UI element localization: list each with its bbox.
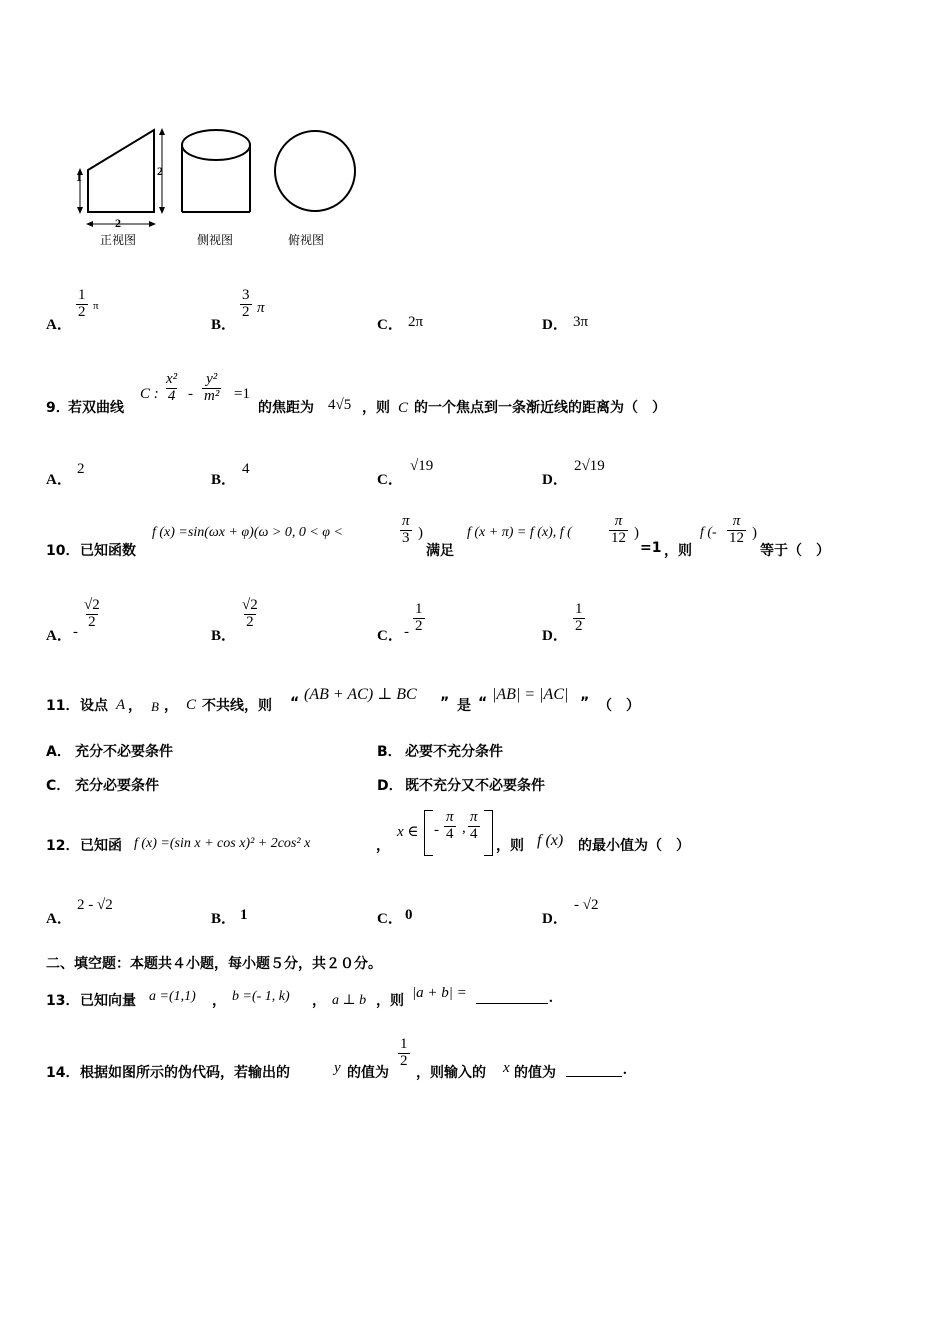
q12-number: 12． — [46, 838, 80, 854]
q11-option-a-label: A． — [46, 744, 71, 760]
q11-point-a: A — [116, 697, 126, 713]
q14-number: 14． — [46, 1065, 80, 1081]
q12-function: f (x) =(sin x + cos x)² + 2cos² x — [134, 836, 311, 851]
q11-condition-2: |AB| = |AC| — [492, 686, 569, 703]
q14-text-3: ，则输入的 — [416, 1065, 486, 1081]
q10-ask: f (- — [700, 525, 717, 540]
q9-focal-length: 4√5 — [328, 397, 352, 413]
top-view-caption: 俯视图 — [288, 233, 325, 247]
side-view-caption: 侧视图 — [197, 233, 234, 247]
q9-x-fraction: $\frac{\text{x²}}{4}$ — [166, 371, 178, 404]
q9-eq: =1 — [234, 386, 250, 402]
q12-option-a-label: A． — [46, 911, 72, 927]
q8-option-d-label: D． — [542, 317, 568, 333]
q13-sep-2: ， — [312, 993, 326, 1009]
q10-close: ) — [418, 525, 423, 541]
section-2-heading: 二、填空题：本题共４小题，每小题５分，共２０分。 — [46, 956, 382, 972]
q10-text: 已知函数 — [80, 543, 136, 559]
q9-option-a-label: A． — [46, 472, 72, 488]
q9-option-b-label: B． — [211, 472, 237, 488]
q11-option-d-label: D． — [377, 778, 403, 794]
q10-option-a-label: A． — [46, 628, 72, 644]
q14-x: x — [503, 1060, 510, 1076]
q9-y-fraction: $\frac{\text{y²}}{\text{m²}}$ — [204, 371, 220, 404]
q12-option-b-label: B． — [211, 911, 237, 927]
q8-option-b-fraction: $\frac{3}{2}$ — [242, 287, 250, 320]
q13-end: . — [549, 990, 553, 1006]
dim-height-short: 1 — [76, 170, 82, 184]
q11-option-c-value: 充分必要条件 — [75, 778, 159, 794]
q11-sep-1: ， — [128, 698, 142, 714]
q12-text: 已知函 — [80, 838, 122, 854]
q11-sep-2: ， — [164, 698, 178, 714]
q11-option-c-label: C． — [46, 778, 71, 794]
q10-option-b-label: B． — [211, 628, 237, 644]
q10-text-2: 满足 — [426, 543, 454, 559]
q10-text-3: ，则 — [664, 543, 692, 559]
q13-magnitude: |a + b| = — [412, 985, 467, 1001]
q9-option-c-label: C． — [377, 472, 403, 488]
q10-ask-close: ) — [752, 525, 757, 541]
q10-condition: f (x + π) = f (x), f ( — [467, 525, 572, 540]
dim-height-tall: 2 — [157, 164, 163, 178]
q11-option-b-label: B． — [377, 744, 402, 760]
q12-option-c-value: 0 — [405, 907, 413, 923]
q10-option-d-fraction: $\frac{1}{2}$ — [575, 601, 583, 634]
q11-condition-1: (AB + AC) ⊥ BC — [304, 686, 417, 703]
q9-text-2: 的焦距为 — [258, 400, 314, 416]
dim-width: 2 — [115, 216, 121, 230]
q9-text-4: 的一个焦点到一条渐近线的距离为（ ） — [414, 400, 666, 416]
q12-option-b-value: 1 — [240, 907, 248, 923]
q12-sep: ， — [376, 838, 390, 854]
q10-number: 10． — [46, 543, 80, 559]
q11-text: 设点 — [80, 698, 108, 714]
q9-text: 若双曲线 — [68, 400, 124, 416]
q8-option-a-pi: π — [93, 300, 99, 312]
q9-option-c-value: √19 — [410, 458, 434, 474]
q14-text-4: 的值为 — [514, 1065, 556, 1081]
q9-text-3: ，则 — [362, 400, 390, 416]
q12-text-2: ，则 — [496, 838, 524, 854]
q10-function: f (x) =sin(ωx + φ)(ω > 0, 0 < φ < — [152, 525, 343, 540]
q9-option-d-value: 2√19 — [574, 458, 605, 474]
q11-option-b-value: 必要不充分条件 — [405, 744, 503, 760]
q12-left-bracket — [424, 810, 433, 856]
q13-answer-blank[interactable] — [476, 987, 548, 1004]
q13-text-2: ，则 — [376, 993, 404, 1009]
front-view-caption: 正视图 — [100, 233, 137, 247]
q10-neg-pi-over-12: $\frac{\pi}{12}$ — [729, 513, 744, 546]
q13-vector-a: a =(1,1) — [149, 989, 196, 1004]
q10-option-c-label: C． — [377, 628, 403, 644]
q12-text-3: 的最小值为（ ） — [578, 838, 690, 854]
q12-option-a-value: 2 - √2 — [77, 897, 113, 913]
q12-comma: , — [462, 820, 466, 836]
q10-pi-over-12: $\frac{\pi}{12}$ — [611, 513, 626, 546]
q10-option-d-label: D． — [542, 628, 568, 644]
q13-number: 13． — [46, 993, 80, 1009]
q10-option-a-sign: - — [73, 624, 78, 640]
q11-rquote-1: ” — [440, 695, 450, 711]
q8-option-c-value: 2π — [408, 314, 424, 330]
q8-option-a-label: A． — [46, 317, 72, 333]
q14-text-2: 的值为 — [347, 1065, 389, 1081]
q11-lquote-2: “ — [478, 695, 488, 711]
q11-option-a-value: 充分不必要条件 — [75, 744, 173, 760]
q14-text: 根据如图所示的伪代码，若输出的 — [80, 1065, 290, 1081]
q14-half: $\frac{1}{2}$ — [400, 1036, 408, 1069]
q9-c-label: C — [398, 400, 409, 416]
q10-cond-close: ) — [634, 525, 639, 541]
q13-vector-b: b =(- 1, k) — [232, 989, 290, 1004]
q12-option-d-value: - √2 — [574, 897, 599, 913]
q8-option-b-label: B． — [211, 317, 237, 333]
q12-domain-prefix: x ∈ — [397, 824, 419, 840]
q14-end: . — [623, 1062, 627, 1078]
q10-option-b-fraction: $\frac{√2}{2}$ — [242, 597, 258, 630]
q8-option-b-pi: π — [257, 300, 265, 316]
q9-option-b-value: 4 — [242, 461, 250, 477]
q10-eq: =1 — [640, 540, 662, 556]
q11-text-2: 不共线，则 — [202, 698, 272, 714]
q11-rquote-2: ” — [580, 695, 590, 711]
q10-option-c-sign: - — [404, 624, 409, 640]
q9-minus: - — [188, 386, 193, 402]
q12-lower-bound: $\frac{\pi}{4}$ — [446, 809, 454, 842]
q14-answer-blank[interactable] — [566, 1060, 622, 1077]
q12-upper-bound: $\frac{\pi}{4}$ — [470, 809, 478, 842]
q12-fx: f (x) — [537, 832, 564, 849]
q8-option-a-fraction: $\frac{1}{2}$ — [78, 287, 86, 320]
q12-option-c-label: C． — [377, 911, 403, 927]
q11-text-4: （ ） — [598, 698, 640, 714]
q8-option-d-value: 3π — [573, 314, 589, 330]
q12-right-bracket — [484, 810, 493, 856]
front-view-shape — [88, 130, 154, 212]
q13-sep-1: ， — [212, 993, 226, 1009]
q10-option-c-fraction: $\frac{1}{2}$ — [415, 601, 423, 634]
q10-pi-over-3: $\frac{\pi}{3}$ — [402, 513, 410, 546]
q11-text-3: 是 — [457, 698, 471, 714]
q14-y: y — [334, 1060, 341, 1076]
q9-number: 9． — [46, 400, 70, 416]
q11-lquote-1: “ — [290, 695, 300, 711]
q9-option-d-label: D． — [542, 472, 568, 488]
q11-option-d-value: 既不充分又不必要条件 — [405, 778, 545, 794]
q10-text-4: 等于（ ） — [760, 543, 830, 559]
q10-option-a-fraction: $\frac{√2}{2}$ — [84, 597, 100, 630]
q12-option-d-label: D． — [542, 911, 568, 927]
q9-option-a-value: 2 — [77, 461, 85, 477]
q8-option-c-label: C． — [377, 317, 403, 333]
q11-number: 11． — [46, 698, 80, 714]
q13-perpendicular: a ⊥ b — [332, 993, 367, 1008]
q12-neg: - — [434, 822, 439, 838]
q11-point-b: B — [151, 699, 159, 714]
q9-curve-prefix: C : — [140, 386, 159, 402]
q13-text: 已知向量 — [80, 993, 136, 1009]
q11-point-c: C — [186, 697, 197, 713]
